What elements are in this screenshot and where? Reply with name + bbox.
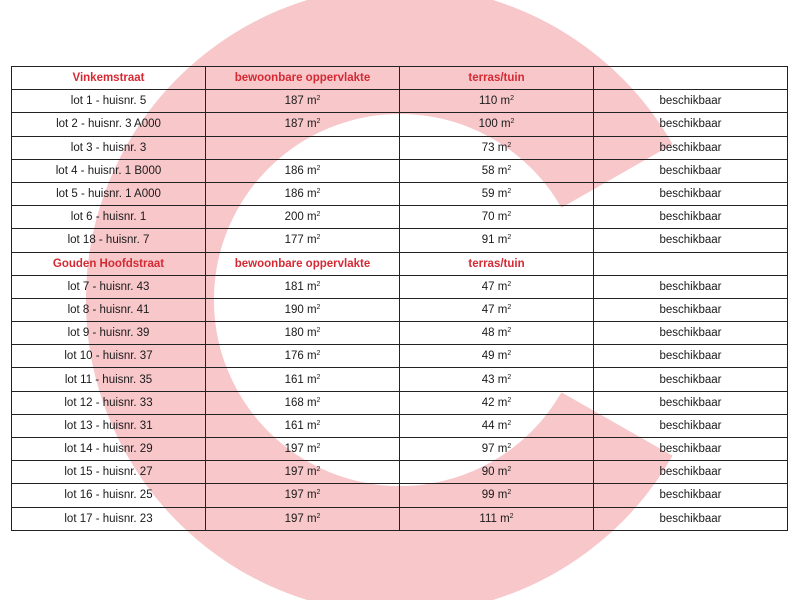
table-row bbox=[12, 275, 788, 298]
terrace-garden-cell-value: 43 m bbox=[481, 373, 508, 386]
lot-cell-value: lot 4 - huisnr. 1 B000 bbox=[55, 164, 162, 177]
lots-table bbox=[11, 66, 788, 531]
living-area-cell bbox=[206, 113, 400, 136]
lot-cell-value: lot 18 - huisnr. 7 bbox=[67, 234, 150, 247]
status-cell bbox=[594, 507, 788, 530]
terrace-garden-cell bbox=[400, 159, 594, 182]
table-row bbox=[12, 484, 788, 507]
lot-cell-value: lot 9 - huisnr. 39 bbox=[67, 327, 150, 340]
status-cell-value: beschikbaar bbox=[659, 466, 722, 479]
lot-cell-value: lot 10 - huisnr. 37 bbox=[64, 350, 153, 363]
terrace-garden-cell-value: 100 m bbox=[478, 118, 511, 131]
square-unit-superscript: 2 bbox=[316, 234, 321, 242]
street-name-header: Gouden Hoofdstraat bbox=[12, 252, 206, 275]
square-unit-superscript: 2 bbox=[509, 512, 514, 520]
square-unit-superscript: 2 bbox=[510, 118, 515, 126]
status-cell-value: beschikbaar bbox=[659, 303, 722, 316]
square-unit-superscript: 2 bbox=[316, 512, 321, 520]
terrace-garden-cell bbox=[400, 298, 594, 321]
status-cell bbox=[594, 275, 788, 298]
street-name-header: Vinkemstraat bbox=[12, 67, 206, 90]
square-unit-superscript: 2 bbox=[507, 489, 512, 497]
living-area-cell-value: 187 m bbox=[284, 95, 317, 108]
table-row bbox=[12, 391, 788, 414]
terrace-garden-cell bbox=[400, 368, 594, 391]
terrace-garden-cell-value: 42 m bbox=[481, 396, 508, 409]
square-unit-superscript: 2 bbox=[507, 211, 512, 219]
status-header bbox=[594, 67, 788, 90]
terrace-garden-cell-value: 49 m bbox=[481, 350, 508, 363]
terrace-garden-cell-value: 90 m bbox=[481, 466, 508, 479]
square-unit-superscript: 2 bbox=[316, 396, 321, 404]
lot-cell bbox=[12, 298, 206, 321]
square-unit-superscript: 2 bbox=[316, 303, 321, 311]
lot-cell-value: lot 8 - huisnr. 41 bbox=[67, 303, 150, 316]
square-unit-superscript: 2 bbox=[316, 164, 321, 172]
living-area-cell bbox=[206, 206, 400, 229]
status-cell bbox=[594, 206, 788, 229]
table-row bbox=[12, 368, 788, 391]
table-row bbox=[12, 206, 788, 229]
lot-cell bbox=[12, 159, 206, 182]
status-cell-value: beschikbaar bbox=[659, 164, 722, 177]
living-area-cell bbox=[206, 90, 400, 113]
status-cell-value: beschikbaar bbox=[659, 396, 722, 409]
table-row bbox=[12, 345, 788, 368]
lot-cell-value: lot 17 - huisnr. 23 bbox=[64, 512, 153, 525]
table-row bbox=[12, 322, 788, 345]
living-area-header: bewoonbare oppervlakte bbox=[206, 67, 400, 90]
terrace-garden-cell bbox=[400, 275, 594, 298]
square-unit-superscript: 2 bbox=[507, 466, 512, 474]
lot-cell bbox=[12, 90, 206, 113]
status-cell bbox=[594, 298, 788, 321]
living-area-cell-value: 200 m bbox=[284, 211, 317, 224]
table-row bbox=[12, 414, 788, 437]
living-area-cell-value: 187 m bbox=[284, 118, 317, 131]
table-row bbox=[12, 438, 788, 461]
lot-cell bbox=[12, 484, 206, 507]
living-area-cell-value: 197 m bbox=[284, 489, 317, 502]
table-row bbox=[12, 461, 788, 484]
terrace-garden-cell-value: 99 m bbox=[481, 489, 508, 502]
lot-cell bbox=[12, 345, 206, 368]
table-row bbox=[12, 136, 788, 159]
living-area-cell-value: 180 m bbox=[284, 327, 317, 340]
terrace-garden-cell-value: 111 m bbox=[479, 512, 510, 525]
square-unit-superscript: 2 bbox=[316, 443, 321, 451]
square-unit-superscript: 2 bbox=[507, 350, 512, 358]
lot-cell bbox=[12, 391, 206, 414]
living-area-cell-value: 177 m bbox=[284, 234, 317, 247]
square-unit-superscript: 2 bbox=[507, 164, 512, 172]
status-cell bbox=[594, 90, 788, 113]
lot-cell bbox=[12, 113, 206, 136]
square-unit-superscript: 2 bbox=[316, 489, 321, 497]
status-cell bbox=[594, 136, 788, 159]
living-area-cell-value: 161 m bbox=[284, 373, 317, 386]
square-unit-superscript: 2 bbox=[316, 280, 321, 288]
terrace-garden-cell bbox=[400, 345, 594, 368]
square-unit-superscript: 2 bbox=[316, 466, 321, 474]
lot-cell-value: lot 15 - huisnr. 27 bbox=[64, 466, 153, 479]
square-unit-superscript: 2 bbox=[316, 373, 321, 381]
table-row bbox=[12, 113, 788, 136]
square-unit-superscript: 2 bbox=[507, 303, 512, 311]
lot-cell-value: lot 5 - huisnr. 1 A000 bbox=[56, 188, 161, 201]
status-cell-value: beschikbaar bbox=[659, 211, 722, 224]
square-unit-superscript: 2 bbox=[507, 373, 512, 381]
square-unit-superscript: 2 bbox=[316, 211, 321, 219]
lot-cell-value: lot 13 - huisnr. 31 bbox=[64, 419, 153, 432]
lot-cell-value: lot 6 - huisnr. 1 bbox=[70, 211, 147, 224]
living-area-cell bbox=[206, 438, 400, 461]
terrace-garden-cell-value: 91 m bbox=[481, 234, 508, 247]
square-unit-superscript: 2 bbox=[316, 188, 321, 196]
living-area-cell bbox=[206, 182, 400, 205]
terrace-garden-cell bbox=[400, 206, 594, 229]
status-cell bbox=[594, 368, 788, 391]
living-area-cell bbox=[206, 461, 400, 484]
living-area-cell-value: 197 m bbox=[284, 466, 317, 479]
living-area-cell bbox=[206, 507, 400, 530]
status-cell bbox=[594, 414, 788, 437]
lot-cell-value: lot 16 - huisnr. 25 bbox=[64, 489, 153, 502]
living-area-cell-value: 186 m bbox=[284, 188, 317, 201]
terrace-garden-cell bbox=[400, 414, 594, 437]
terrace-garden-cell-value: 70 m bbox=[481, 211, 508, 224]
living-area-cell bbox=[206, 484, 400, 507]
status-cell bbox=[594, 229, 788, 252]
square-unit-superscript: 2 bbox=[507, 443, 512, 451]
lot-cell bbox=[12, 461, 206, 484]
section-header-row bbox=[12, 252, 788, 275]
lot-cell bbox=[12, 275, 206, 298]
table-row bbox=[12, 159, 788, 182]
status-cell bbox=[594, 484, 788, 507]
lot-cell-value: lot 11 - huisnr. 35 bbox=[64, 373, 153, 386]
status-cell-value: beschikbaar bbox=[659, 489, 722, 502]
status-cell-value: beschikbaar bbox=[659, 350, 722, 363]
status-cell bbox=[594, 322, 788, 345]
table-row bbox=[12, 229, 788, 252]
square-unit-superscript: 2 bbox=[316, 350, 321, 358]
status-cell-value: beschikbaar bbox=[659, 95, 722, 108]
living-area-cell bbox=[206, 322, 400, 345]
square-unit-superscript: 2 bbox=[507, 141, 512, 149]
table-row bbox=[12, 507, 788, 530]
lot-cell bbox=[12, 136, 206, 159]
lot-cell bbox=[12, 229, 206, 252]
status-cell-value: beschikbaar bbox=[659, 419, 722, 432]
living-area-cell bbox=[206, 298, 400, 321]
status-cell-value: beschikbaar bbox=[659, 373, 722, 386]
living-area-cell-value: 197 m bbox=[284, 443, 317, 456]
living-area-cell bbox=[206, 391, 400, 414]
living-area-cell bbox=[206, 414, 400, 437]
square-unit-superscript: 2 bbox=[507, 327, 512, 335]
status-cell-value: beschikbaar bbox=[659, 188, 722, 201]
status-header bbox=[594, 252, 788, 275]
living-area-cell bbox=[206, 275, 400, 298]
section-header-row bbox=[12, 67, 788, 90]
living-area-cell-value: 168 m bbox=[284, 396, 317, 409]
terrace-garden-cell bbox=[400, 113, 594, 136]
lot-cell bbox=[12, 322, 206, 345]
terrace-garden-cell bbox=[400, 182, 594, 205]
lot-cell-value: lot 3 - huisnr. 3 bbox=[70, 141, 147, 154]
table-row bbox=[12, 182, 788, 205]
living-area-cell-value: 197 m bbox=[284, 512, 317, 525]
lot-cell bbox=[12, 368, 206, 391]
terrace-garden-cell-value: 47 m bbox=[481, 280, 508, 293]
square-unit-superscript: 2 bbox=[507, 234, 512, 242]
terrace-garden-cell bbox=[400, 322, 594, 345]
lot-cell-value: lot 1 - huisnr. 5 bbox=[70, 95, 147, 108]
status-cell-value: beschikbaar bbox=[659, 327, 722, 340]
status-cell bbox=[594, 182, 788, 205]
terrace-garden-cell-value: 110 m bbox=[478, 95, 511, 108]
status-cell-value: beschikbaar bbox=[659, 280, 722, 293]
terrace-garden-cell bbox=[400, 438, 594, 461]
terrace-garden-cell bbox=[400, 461, 594, 484]
status-cell bbox=[594, 461, 788, 484]
square-unit-superscript: 2 bbox=[316, 95, 321, 103]
terrace-garden-cell bbox=[400, 229, 594, 252]
terrace-garden-cell-value: 48 m bbox=[481, 327, 508, 340]
lot-cell bbox=[12, 438, 206, 461]
table-row bbox=[12, 90, 788, 113]
status-cell bbox=[594, 113, 788, 136]
status-cell-value: beschikbaar bbox=[659, 234, 722, 247]
terrace-garden-cell bbox=[400, 484, 594, 507]
living-area-cell bbox=[206, 159, 400, 182]
living-area-cell bbox=[206, 136, 400, 159]
status-cell bbox=[594, 391, 788, 414]
terrace-garden-cell-value: 44 m bbox=[481, 419, 508, 432]
living-area-cell bbox=[206, 368, 400, 391]
lots-table-body bbox=[12, 67, 788, 531]
terrace-garden-header: terras/tuin bbox=[400, 67, 594, 90]
terrace-garden-cell-value: 59 m bbox=[481, 188, 508, 201]
lot-cell bbox=[12, 206, 206, 229]
terrace-garden-cell-value: 47 m bbox=[481, 303, 508, 316]
status-cell bbox=[594, 345, 788, 368]
terrace-garden-cell bbox=[400, 136, 594, 159]
status-cell-value: beschikbaar bbox=[659, 118, 722, 131]
living-area-cell-value: 190 m bbox=[284, 303, 317, 316]
terrace-garden-cell-value: 58 m bbox=[481, 164, 508, 177]
status-cell-value: beschikbaar bbox=[659, 141, 722, 154]
status-cell bbox=[594, 438, 788, 461]
square-unit-superscript: 2 bbox=[510, 95, 514, 103]
lot-cell bbox=[12, 182, 206, 205]
table-row bbox=[12, 298, 788, 321]
living-area-cell bbox=[206, 229, 400, 252]
living-area-cell-value: 186 m bbox=[284, 164, 317, 177]
terrace-garden-cell-value: 73 m bbox=[481, 141, 508, 154]
square-unit-superscript: 2 bbox=[507, 188, 512, 196]
square-unit-superscript: 2 bbox=[316, 327, 321, 335]
living-area-header: bewoonbare oppervlakte bbox=[206, 252, 400, 275]
living-area-cell-value: 161 m bbox=[284, 419, 317, 432]
lot-cell-value: lot 14 - huisnr. 29 bbox=[64, 443, 153, 456]
square-unit-superscript: 2 bbox=[316, 118, 321, 126]
square-unit-superscript: 2 bbox=[507, 419, 512, 427]
square-unit-superscript: 2 bbox=[507, 396, 512, 404]
lot-cell-value: lot 2 - huisnr. 3 A000 bbox=[56, 118, 161, 131]
terrace-garden-header: terras/tuin bbox=[400, 252, 594, 275]
terrace-garden-cell bbox=[400, 90, 594, 113]
living-area-cell bbox=[206, 345, 400, 368]
lot-cell-value: lot 7 - huisnr. 43 bbox=[67, 280, 150, 293]
terrace-garden-cell-value: 97 m bbox=[481, 443, 508, 456]
status-cell bbox=[594, 159, 788, 182]
lot-cell bbox=[12, 507, 206, 530]
status-cell-value: beschikbaar bbox=[659, 443, 722, 456]
lot-cell bbox=[12, 414, 206, 437]
living-area-cell-value: 181 m bbox=[284, 280, 317, 293]
lot-cell-value: lot 12 - huisnr. 33 bbox=[64, 396, 153, 409]
square-unit-superscript: 2 bbox=[507, 280, 512, 288]
terrace-garden-cell bbox=[400, 507, 594, 530]
status-cell-value: beschikbaar bbox=[659, 512, 722, 525]
square-unit-superscript: 2 bbox=[316, 419, 321, 427]
terrace-garden-cell bbox=[400, 391, 594, 414]
living-area-cell-value: 176 m bbox=[284, 350, 317, 363]
